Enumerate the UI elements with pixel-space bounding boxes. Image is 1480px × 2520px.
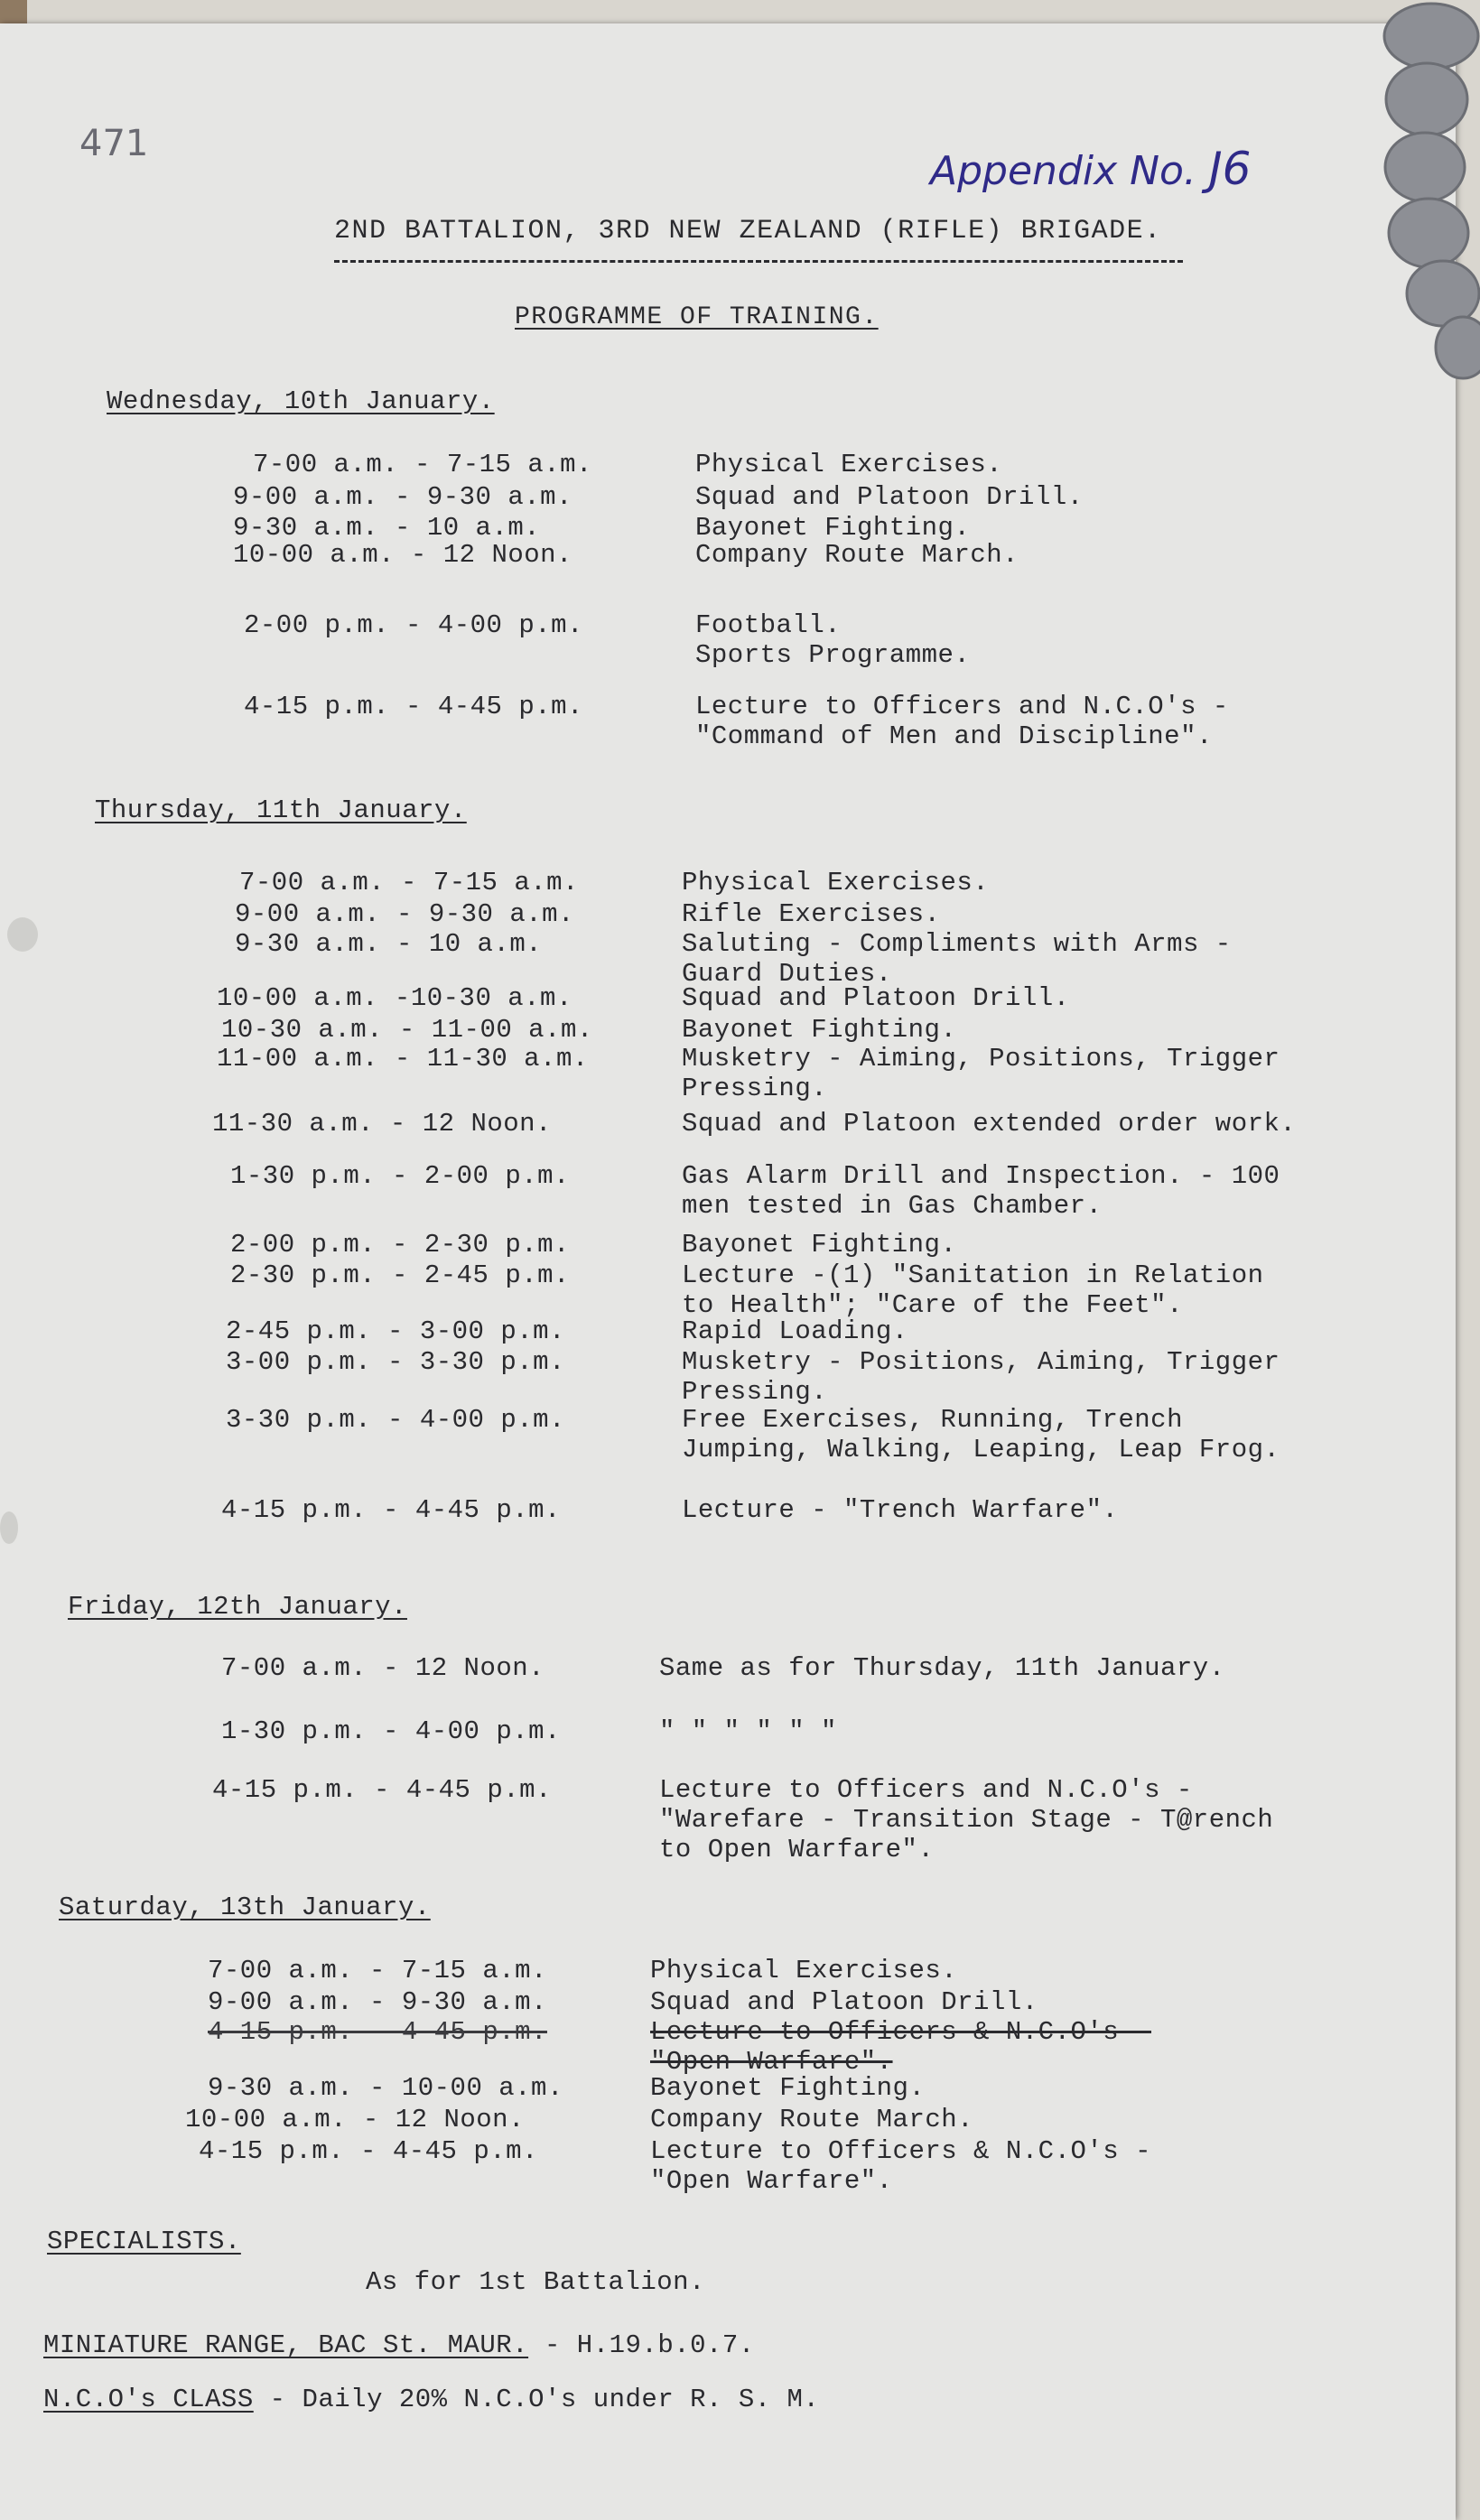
schedule-activity: Bayonet Fighting.	[682, 1230, 957, 1260]
day-heading: Thursday, 11th January.	[95, 795, 467, 825]
schedule-time: 11-30 a.m. - 12 Noon.	[212, 1109, 552, 1139]
schedule-activity: Free Exercises, Running, Trench	[682, 1405, 1183, 1435]
schedule-activity: Physical Exercises.	[682, 868, 990, 897]
document-subtitle: PROGRAMME OF TRAINING.	[515, 303, 879, 331]
schedule-time: 10-00 a.m. - 12 Noon.	[233, 540, 572, 570]
schedule-time: 2-00 p.m. - 2-30 p.m.	[230, 1230, 570, 1260]
schedule-activity: Physical Exercises.	[695, 450, 1003, 479]
schedule-time: 1-30 p.m. - 2-00 p.m.	[230, 1161, 570, 1191]
miniature-range-label: MINIATURE RANGE, BAC St. MAUR.	[43, 2330, 529, 2360]
appendix-label	[930, 143, 1251, 195]
schedule-time: 9-30 a.m. - 10 a.m.	[233, 513, 541, 543]
schedule-time: 2-00 p.m. - 4-00 p.m.	[244, 610, 583, 640]
schedule-activity: Saluting - Compliments with Arms -	[682, 929, 1232, 959]
schedule-activity: Musketry - Positions, Aiming, Trigger	[682, 1347, 1280, 1377]
schedule-activity: Jumping, Walking, Leaping, Leap Frog.	[682, 1435, 1280, 1465]
schedule-time: 10-00 a.m. - 12 Noon.	[185, 2105, 525, 2134]
schedule-time: 3-00 p.m. - 3-30 p.m.	[226, 1347, 565, 1377]
schedule-time: 7-00 a.m. - 7-15 a.m.	[239, 868, 579, 897]
schedule-time: 11-00 a.m. - 11-30 a.m.	[217, 1044, 589, 1074]
schedule-activity: Squad and Platoon Drill.	[682, 983, 1070, 1013]
schedule-activity: "Open Warfare".	[650, 2166, 893, 2196]
schedule-activity: to Health"; "Care of the Feet".	[682, 1290, 1183, 1320]
schedule-activity: men tested in Gas Chamber.	[682, 1191, 1103, 1221]
schedule-activity: Musketry - Aiming, Positions, Trigger	[682, 1044, 1280, 1074]
schedule-activity: Bayonet Fighting.	[682, 1015, 957, 1045]
schedule-time: 1-30 p.m. - 4-00 p.m.	[221, 1716, 561, 1746]
nco-class-text: - Daily 20% N.C.O's under R. S. M.	[269, 2385, 820, 2414]
schedule-activity: Rapid Loading.	[682, 1316, 908, 1346]
schedule-time: 7-00 a.m. - 12 Noon.	[221, 1653, 545, 1683]
schedule-activity: Pressing.	[682, 1377, 828, 1407]
schedule-activity: Physical Exercises.	[650, 1956, 958, 1985]
binder-clip-icon	[1327, 0, 1480, 388]
schedule-activity: "Warefare - Transition Stage - T@rench	[659, 1805, 1274, 1835]
schedule-activity: Lecture - "Trench Warfare".	[682, 1495, 1119, 1525]
schedule-activity: Lecture to Officers and N.C.O's -	[659, 1775, 1193, 1805]
appendix-number: J6	[1208, 143, 1252, 195]
schedule-time: 9-00 a.m. - 9-30 a.m.	[235, 899, 574, 929]
schedule-activity: Lecture to Officers & N.C.O's -	[650, 2017, 1151, 2047]
punch-hole	[0, 1511, 18, 1544]
nco-class-label: N.C.O's CLASS	[43, 2385, 254, 2414]
schedule-activity: Same as for Thursday, 11th January.	[659, 1653, 1225, 1683]
page-number: 471	[79, 123, 149, 164]
schedule-time: 9-00 a.m. - 9-30 a.m.	[233, 482, 572, 512]
schedule-time: 2-45 p.m. - 3-00 p.m.	[226, 1316, 565, 1346]
schedule-time: 2-30 p.m. - 2-45 p.m.	[230, 1260, 570, 1290]
schedule-activity: Pressing.	[682, 1074, 828, 1103]
day-heading: Wednesday, 10th January.	[107, 386, 495, 416]
schedule-time: 9-00 a.m. - 9-30 a.m.	[208, 1987, 547, 2017]
schedule-activity: Squad and Platoon extended order work.	[682, 1109, 1297, 1139]
schedule-time: 9-30 a.m. - 10-00 a.m.	[208, 2073, 563, 2103]
day-heading: Friday, 12th January.	[68, 1592, 407, 1622]
schedule-activity: " " " " " "	[659, 1716, 837, 1746]
schedule-activity: Football.	[695, 610, 842, 640]
title-underline	[334, 260, 1183, 263]
appendix-text: Appendix No.	[930, 148, 1196, 194]
schedule-time: 7-00 a.m. - 7-15 a.m.	[208, 1956, 547, 1985]
schedule-time: 4-15 p.m. - 4-45 p.m.	[208, 2017, 547, 2047]
schedule-time: 10-00 a.m. -10-30 a.m.	[217, 983, 572, 1013]
specialists-label: SPECIALISTS.	[47, 2227, 241, 2256]
nco-class-line	[43, 2385, 819, 2414]
schedule-time: 9-30 a.m. - 10 a.m.	[235, 929, 543, 959]
schedule-time: 4-15 p.m. - 4-45 p.m.	[244, 692, 583, 721]
miniature-range-line	[43, 2330, 755, 2360]
document-title: 2ND BATTALION, 3RD NEW ZEALAND (RIFLE) BRIGADE.	[334, 216, 1162, 246]
specialists-text: As for 1st Battalion.	[366, 2267, 705, 2297]
schedule-activity: Lecture to Officers & N.C.O's -	[650, 2136, 1151, 2166]
schedule-time: 4-15 p.m. - 4-45 p.m.	[212, 1775, 552, 1805]
schedule-activity: Bayonet Fighting.	[695, 513, 971, 543]
schedule-activity: Rifle Exercises.	[682, 899, 941, 929]
schedule-activity: Sports Programme.	[695, 640, 971, 670]
schedule-time: 3-30 p.m. - 4-00 p.m.	[226, 1405, 565, 1435]
schedule-time: 7-00 a.m. - 7-15 a.m.	[253, 450, 592, 479]
day-heading: Saturday, 13th January.	[59, 1892, 431, 1922]
schedule-activity: Company Route March.	[650, 2105, 974, 2134]
schedule-activity: Company Route March.	[695, 540, 1019, 570]
schedule-time: 4-15 p.m. - 4-45 p.m.	[221, 1495, 561, 1525]
schedule-activity: Gas Alarm Drill and Inspection. - 100	[682, 1161, 1280, 1191]
schedule-time: 4-15 p.m. - 4-45 p.m.	[199, 2136, 538, 2166]
document-page	[0, 23, 1456, 2520]
schedule-activity: "Command of Men and Discipline".	[695, 721, 1213, 751]
punch-hole	[7, 917, 38, 952]
schedule-activity: Lecture to Officers and N.C.O's -	[695, 692, 1229, 721]
schedule-time: 10-30 a.m. - 11-00 a.m.	[221, 1015, 593, 1045]
schedule-activity: Squad and Platoon Drill.	[650, 1987, 1038, 2017]
schedule-activity: Lecture -(1) "Sanitation in Relation	[682, 1260, 1264, 1290]
schedule-activity: Squad and Platoon Drill.	[695, 482, 1084, 512]
schedule-activity: Bayonet Fighting.	[650, 2073, 926, 2103]
schedule-activity: Guard Duties.	[682, 959, 892, 989]
schedule-activity: "Open Warfare".	[650, 2047, 893, 2077]
miniature-range-text: - H.19.b.0.7.	[545, 2330, 755, 2360]
schedule-activity: to Open Warfare".	[659, 1835, 935, 1864]
